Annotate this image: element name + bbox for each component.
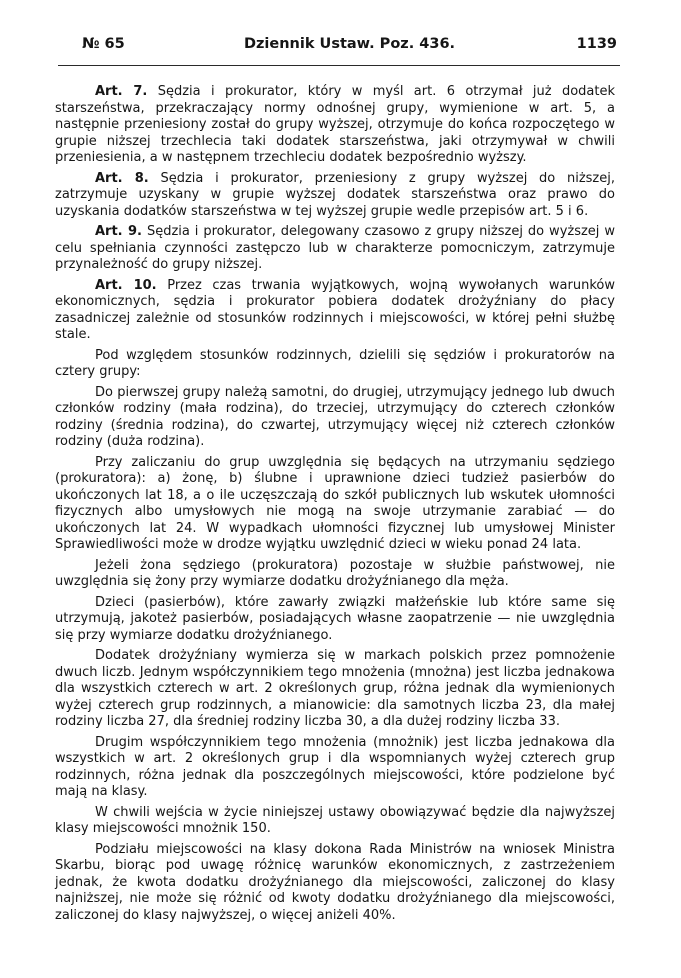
journal-title: Dziennik Ustaw. Poz. 436. xyxy=(243,36,456,52)
article-label: Art. 7. xyxy=(95,84,148,99)
header-rule xyxy=(58,65,620,66)
issue-number: № 65 xyxy=(82,36,125,52)
paragraph: Do pierwszej grupy należą samotni, do drugiej, utrzymujący jednego lub dwuch członków rodziny (mała rodzina), do trzeciej, utrzymujący do czterech członków rodziny (średnia rodzina), do czwartej, utrzymujący więcej niż czterech członków rodziny (duża rodzina). xyxy=(55,384,615,449)
paragraph: Podziału miejscowości na klasy dokona Rada Ministrów na wniosek Ministra Skarbu, biorąc pod uwagę różnicę warunków ekonomicznych, z zastrzeżeniem jednak, że kwota dodatku drożyźnianego dla miejscowości, zaliczonej do klasy najniższej, nie może się różnić od kwoty dodatku drożyźnianego dla miejscowości, zaliczonej do klasy najwyższej, o więcej aniżeli 40%. xyxy=(55,841,615,923)
article-label: Art. 8. xyxy=(95,170,149,186)
article-8 xyxy=(55,171,615,221)
paragraph: W chwili wejścia w życie niniejszej ustawy obowiązywać będzie dla najwyższej klasy miejscowości mnożnik 150. xyxy=(55,804,615,836)
article-text: Sędzia i prokurator, delegowany czasowo z grupy niższej do wyższej w celu spełniania czynności zastępczo lub w charakterze pomocniczym, zatrzymuje przynależność do grupy niższej. xyxy=(55,224,616,272)
article-text: Sędzia i prokurator, przeniesiony z grupy wyższej do niższej, zatrzymuje uzyskany w grupie wyższej dodatek starszeństwa oraz prawo do uzyskania dodatków starszeństwa w tej wyższej grupie wedle przepisów art. 5 i 6. xyxy=(55,170,615,219)
page-header xyxy=(82,36,617,58)
paragraph: Jeżeli żona sędziego (prokuratora) pozostaje w służbie państwowej, nie uwzględnia się żony przy wymiarze dodatku drożyźnianego dla męża. xyxy=(55,557,615,589)
page-number: 1139 xyxy=(576,36,617,52)
paragraph: Dodatek drożyźniany wymierza się w markach polskich przez pomnożenie dwuch liczb. Jednym współczynnikiem tego mnożenia (mnożna) jest liczba jednakowa dla wszystkich czterech w art. 2 określonych grup, różna jednak dla wymienionych wyżej czterech grup rodzinnych, a mianowicie: dla samotnych liczba 23, dla małej rodziny liczba 27, dla średniej rodziny liczba 30, a dla dużej rodziny liczba 33. xyxy=(55,648,615,729)
article-text: Sędzia i prokurator, który w myśl art. 6 otrzymał już dodatek starszeństwa, przekraczający normy odnośnej grupy, wymienione w art. 5, a następnie przeniesiony został do grupy wyższej, otrzymuje do końca rozpoczętego w grupie niższej trzechlecia taki dodatek starszeństwa, jaki otrzymywał w chwili przeniesienia, a w następnem trzechleciu dodatek bezpośrednio wyższy. xyxy=(55,84,615,165)
article-7 xyxy=(55,84,615,167)
article-text: Przez czas trwania wyjątkowych, wojną wywołanych warunków ekonomicznych, sędzia i prokurator pobiera dodatek drożyźniany do płacy zasadniczej zależnie od stosunków rodzinnych i miejscowości, w której pełni służbę stale. xyxy=(55,277,615,342)
paragraph: Pod względem stosunków rodzinnych, dzielili się sędziów i prokuratorów na cztery grupy: xyxy=(55,347,615,379)
article-label: Art. 9. xyxy=(95,224,142,239)
article-10 xyxy=(55,278,615,344)
article-label: Art. 10. xyxy=(95,277,157,293)
document-body xyxy=(55,80,615,928)
article-9 xyxy=(55,224,615,274)
paragraph: Dzieci (pasierbów), które zawarły związki małżeńskie lub które same się utrzymują, jakoteż pasierbów, posiadających własne zaopatrzenie — nie uwzględnia się przy wymiarze dodatku drożyźnianego. xyxy=(55,594,615,643)
paragraph: Drugim współczynnikiem tego mnożenia (mnożnik) jest liczba jednakowa dla wszystkich w art. 2 określonych grup i dla wspomnianych wyżej czterech grup rodzinnych, różna jednak dla poszczególnych miejscowości, które podzielone być mają na klasy. xyxy=(55,734,615,799)
paragraph: Przy zaliczaniu do grup uwzględnia się będących na utrzymaniu sędziego (prokuratora): a) żonę, b) ślubne i uprawnione dzieci tudzież pasierbów do ukończonych lat 18, a o ile uczęszczają do szkół publicznych lub wskutek ułomności fizycznych albo umysłowych nie mogą na swoje utrzymanie zarabiać — do ukończonych lat 24. W wypadkach ułomności fizycznej lub umysłowej Minister Sprawiedliwości może w drodze wyjątku uwzlędnić dzieci w wieku ponad 24 lata. xyxy=(55,454,615,552)
